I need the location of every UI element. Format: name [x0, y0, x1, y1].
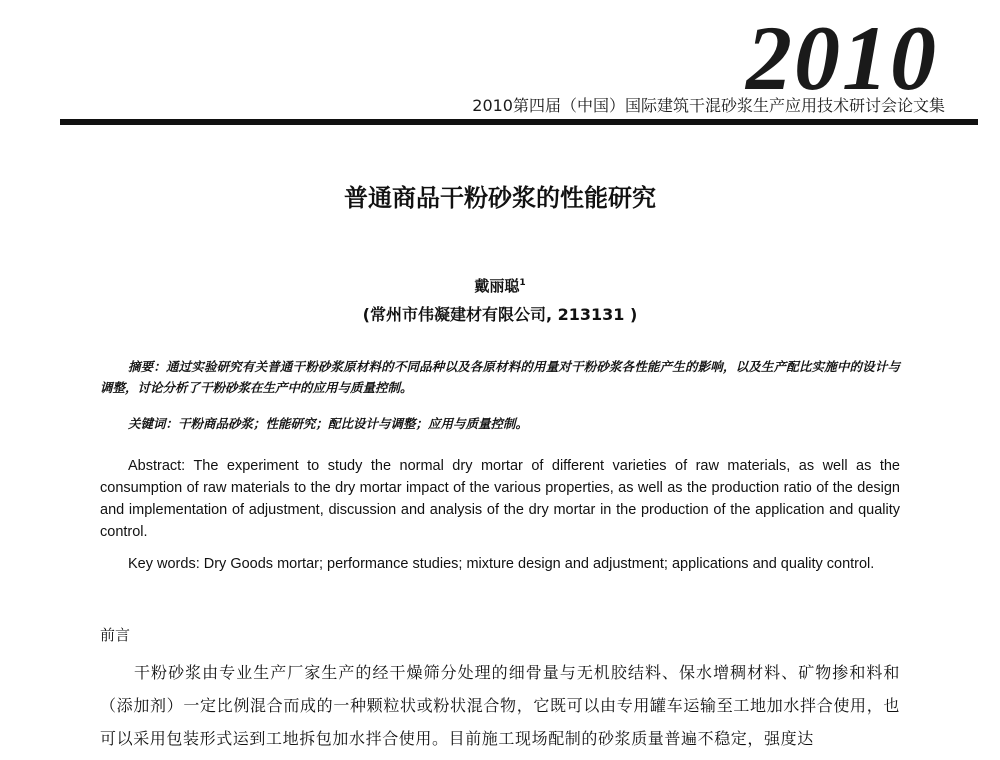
body-paragraph: 干粉砂浆由专业生产厂家生产的经干燥筛分处理的细骨量与无机胶结料、保水增稠材料、矿物掺和料和（添加剂）一定比例混合而成的一种颗粒状或粉状混合物，它既可以由专用罐车运输至工地加水拌合使用，也可以采用包装形式运到工地拆包加水拌合使用。目前施工现场配制的砂浆质量普遍不稳定，强度达: [100, 663, 900, 748]
author-note: 1: [519, 278, 526, 288]
chinese-abstract: 摘要：通过实验研究有关普通干粉砂浆原材料的不同品种以及各原材料的用量对干粉砂浆各性能产生的影响，以及生产配比实施中的设计与调整，讨论分析了干粉砂浆在生产中的应用与质量控制。: [100, 359, 900, 395]
english-abstract: Abstract: The experiment to study the normal dry mortar of different varieties of raw materials, as well as the consumption of raw materials to the dry mortar impact of the various properties, as well as the production ratio of the design and implementation of adjustment, discussion and analysis of the dry mortar in the production of the application and quality control.: [100, 458, 900, 540]
chinese-keywords: 关键词：干粉商品砂浆；性能研究；配比设计与调整；应用与质量控制。: [128, 416, 529, 431]
section-heading-preface: 前言: [100, 626, 131, 644]
affiliation: (常州市伟凝建材有限公司, 213131 ): [362, 305, 638, 324]
english-keywords: Key words: Dry Goods mortar; performance studies; mixture design and adjustment; applications and quality control.: [128, 556, 875, 572]
author-name: 戴丽聪: [474, 277, 520, 295]
header-year: 2010: [746, 7, 938, 109]
proceedings-title: 2010第四届（中国）国际建筑干混砂浆生产应用技术研讨会论文集: [472, 96, 945, 115]
author: [0, 273, 1000, 296]
paper-title: 普通商品干粉砂浆的性能研究: [344, 184, 656, 212]
header-rule: [60, 119, 978, 125]
